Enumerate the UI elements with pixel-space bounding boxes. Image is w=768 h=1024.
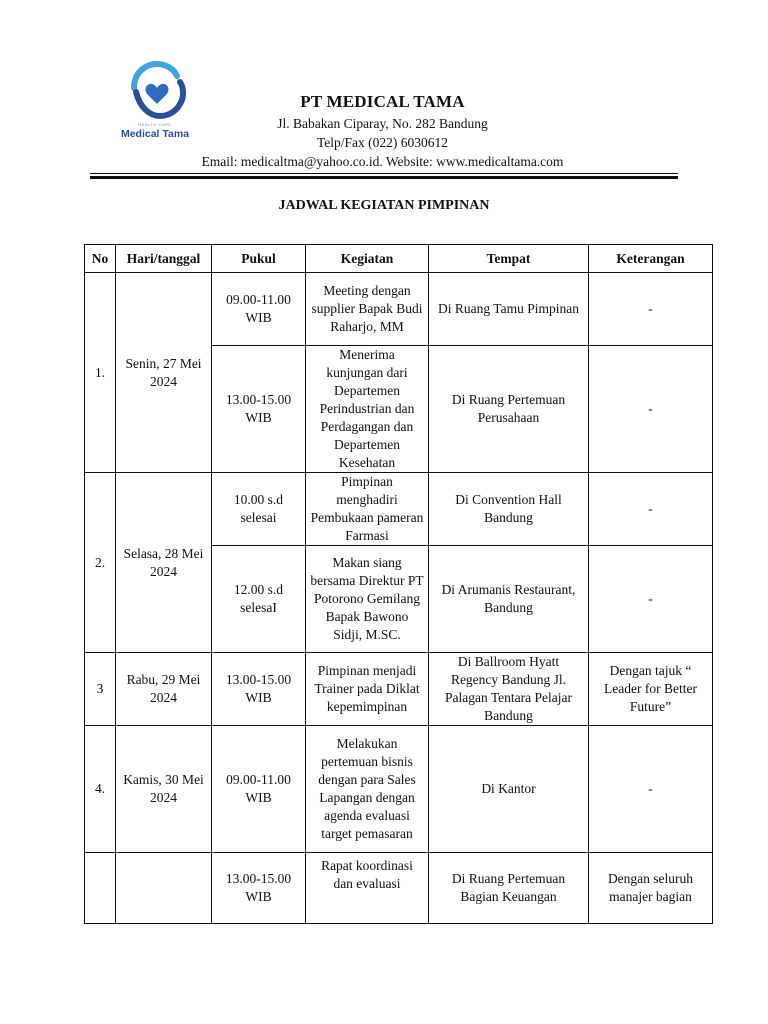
company-name: PT MEDICAL TAMA bbox=[300, 92, 465, 111]
event-place: Di Ballroom Hyatt Regency Bandung Jl. Palagan Tentara Pelajar Bandung bbox=[429, 653, 589, 726]
column-header-no: No bbox=[85, 245, 116, 273]
table-row bbox=[85, 273, 713, 346]
column-header-activity: Kegiatan bbox=[306, 245, 429, 273]
event-time: 09.00-11.00 WIB bbox=[212, 273, 306, 346]
row-number: 1. bbox=[85, 273, 116, 473]
event-place: Di Ruang Tamu Pimpinan bbox=[429, 273, 589, 346]
row-number: 2. bbox=[85, 473, 116, 653]
company-logo bbox=[100, 58, 210, 158]
column-header-day: Hari/tanggal bbox=[116, 245, 212, 273]
event-note: - bbox=[589, 726, 713, 853]
column-header-time: Pukul bbox=[212, 245, 306, 273]
event-activity: Meeting dengan supplier Bapak Budi Raharjo, MM bbox=[306, 273, 429, 346]
logo-tagline: HEALTH CARE bbox=[138, 122, 172, 127]
table-row bbox=[85, 726, 713, 853]
event-time: 12.00 s.d selesaI bbox=[212, 546, 306, 653]
row-day: Senin, 27 Mei 2024 bbox=[116, 273, 212, 473]
row-number: 3 bbox=[85, 653, 116, 726]
letterhead-rule-thin bbox=[90, 173, 678, 174]
event-place: Di Kantor bbox=[429, 726, 589, 853]
event-place: Di Convention Hall Bandung bbox=[429, 473, 589, 546]
company-contact: Email: medicaltma@yahoo.co.id. Website: www.medicaltama.com bbox=[201, 154, 564, 169]
event-activity: Rapat koordinasi dan evaluasi bbox=[306, 853, 429, 924]
company-phone: Telp/Fax (022) 6030612 bbox=[316, 135, 449, 150]
row-day: Selasa, 28 Mei 2024 bbox=[116, 473, 212, 653]
row-number bbox=[85, 853, 116, 924]
table-row bbox=[85, 853, 713, 924]
event-time: 13.00-15.00 WIB bbox=[212, 346, 306, 473]
event-note: Dengan seluruh manajer bagian bbox=[589, 853, 713, 924]
event-place: Di Ruang Pertemuan Bagian Keuangan bbox=[429, 853, 589, 924]
event-note: Dengan tajuk “ Leader for Better Future” bbox=[589, 653, 713, 726]
event-activity: Menerima kunjungan dari Departemen Perindustrian dan Perdagangan dan Departemen Kesehatan bbox=[306, 346, 429, 473]
event-place: Di Ruang Pertemuan Perusahaan bbox=[429, 346, 589, 473]
event-activity: Makan siang bersama Direktur PT Potorono Gemilang Bapak Bawono Sidji, M.SC. bbox=[306, 546, 429, 653]
event-time: 10.00 s.d selesai bbox=[212, 473, 306, 546]
event-time: 09.00-11.00 WIB bbox=[212, 726, 306, 853]
row-day: Rabu, 29 Mei 2024 bbox=[116, 653, 212, 726]
event-note: - bbox=[589, 546, 713, 653]
event-note: - bbox=[589, 346, 713, 473]
event-time: 13.00-15.00 WIB bbox=[212, 853, 306, 924]
event-note: - bbox=[589, 273, 713, 346]
heart-hands-logo-icon bbox=[100, 58, 210, 122]
event-note: - bbox=[589, 473, 713, 546]
document-title: JADWAL KEGIATAN PIMPINAN bbox=[278, 198, 490, 213]
event-activity: Pimpinan menghadiri Pembukaan pameran Farmasi bbox=[306, 473, 429, 546]
row-day bbox=[116, 853, 212, 924]
row-day: Kamis, 30 Mei 2024 bbox=[116, 726, 212, 853]
letterhead-rule-thick bbox=[90, 176, 678, 179]
table-row bbox=[85, 653, 713, 726]
table-header-row bbox=[85, 245, 713, 273]
column-header-place: Tempat bbox=[429, 245, 589, 273]
event-activity: Pimpinan menjadi Trainer pada Diklat kepemimpinan bbox=[306, 653, 429, 726]
table-row bbox=[85, 473, 713, 546]
schedule-table bbox=[84, 244, 713, 924]
letterhead bbox=[90, 50, 678, 180]
event-activity: Melakukan pertemuan bisnis dengan para Sales Lapangan dengan agenda evaluasi target pemasaran bbox=[306, 726, 429, 853]
event-place: Di Arumanis Restaurant, Bandung bbox=[429, 546, 589, 653]
column-header-note: Keterangan bbox=[589, 245, 713, 273]
logo-wordmark: Medical Tama bbox=[120, 128, 190, 140]
row-number: 4. bbox=[85, 726, 116, 853]
event-time: 13.00-15.00 WIB bbox=[212, 653, 306, 726]
company-address: Jl. Babakan Ciparay, No. 282 Bandung bbox=[277, 116, 488, 131]
